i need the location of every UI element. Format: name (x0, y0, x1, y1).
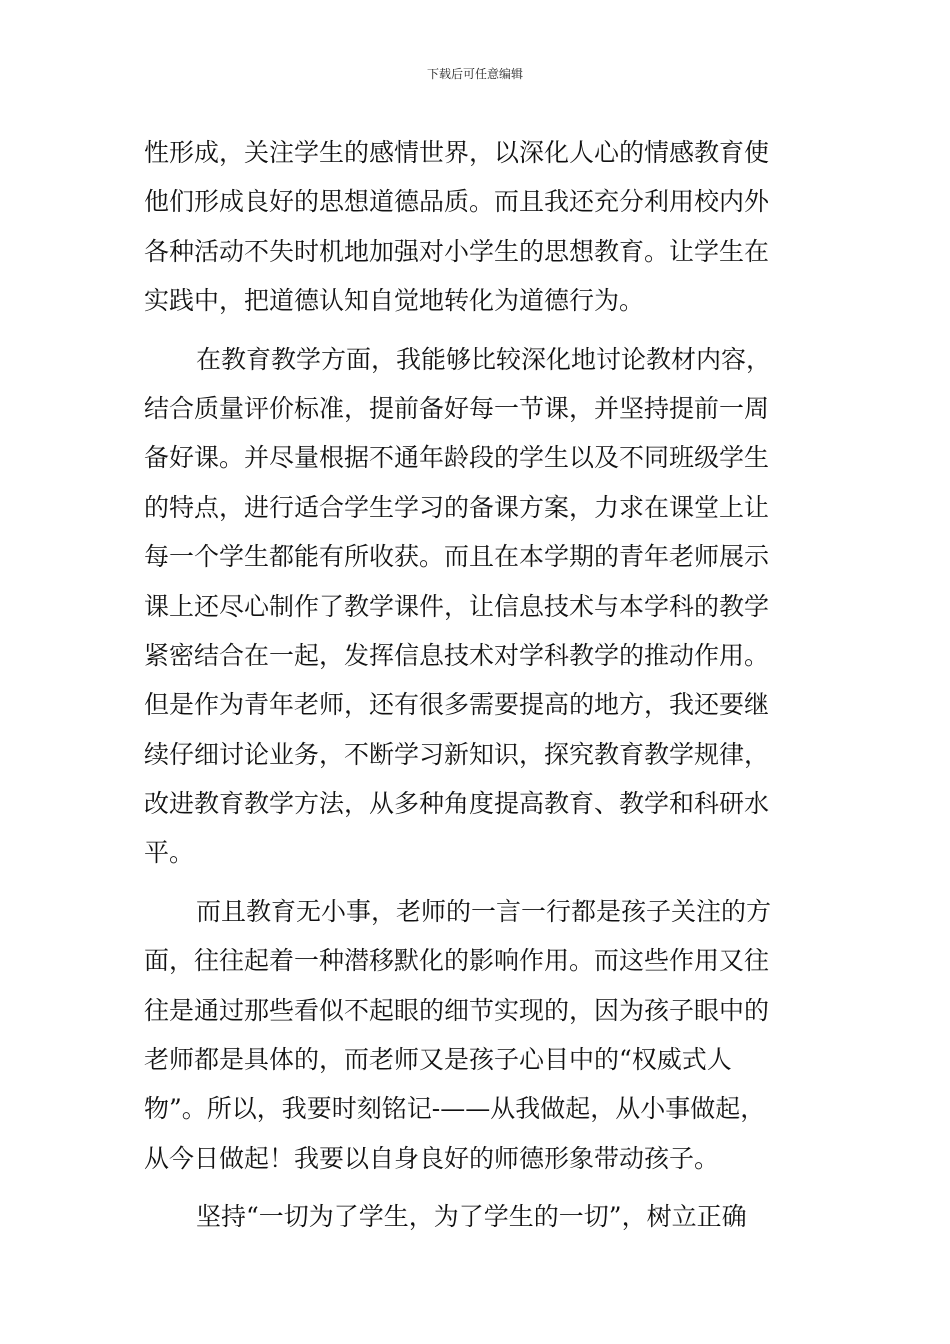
text-line: 往是通过那些看似不起眼的细节实现的，因为孩子眼中的 (144, 995, 770, 1025)
text-line: 每一个学生都能有所收获。而且在本学期的青年老师展示 (144, 542, 770, 572)
text-line: 紧密结合在一起，发挥信息技术对学科教学的推动作用。 (144, 640, 770, 670)
text-line: 实践中，把道德认知自觉地转化为道德行为。 (144, 286, 645, 316)
paragraph-first-line: 坚持“一切为了学生，为了学生的一切”，树立正确 (196, 1202, 747, 1232)
text-line: 面，往往起着一种潜移默化的影响作用。而这些作用又往 (144, 946, 770, 976)
text-line: 结合质量评价标准，提前备好每一节课，并坚持提前一周 (144, 393, 770, 423)
text-line: 备好课。并尽量根据不通年龄段的学生以及不同班级学生 (144, 443, 770, 473)
paragraph-first-line: 在教育教学方面，我能够比较深化地讨论教材内容， (196, 344, 772, 374)
text-line: 性形成，关注学生的感情世界，以深化人心的情感教育使 (144, 138, 770, 167)
text-line: 但是作为青年老师，还有很多需要提高的地方，我还要继 (144, 690, 770, 720)
page-header-note: 下载后可任意编辑 (426, 67, 523, 81)
text-line: 续仔细讨论业务，不断学习新知识，探究教育教学规律， (144, 739, 770, 769)
text-line: 从今日做起！我要以自身良好的师德形象带动孩子。 (144, 1143, 720, 1173)
text-line: 课上还尽心制作了教学课件，让信息技术与本学科的教学 (144, 591, 770, 621)
text-line: 他们形成良好的思想道德品质。而且我还充分利用校内外 (144, 187, 770, 217)
text-line: 老师都是具体的，而老师又是孩子心目中的“权威式人 (144, 1045, 732, 1075)
text-line: 各种活动不失时机地加强对小学生的思想教育。让学生在 (144, 236, 770, 266)
text-line: 平。 (144, 838, 195, 868)
text-line: 改进教育教学方法，从多种角度提高教育、教学和科研水 (144, 789, 770, 819)
text-line: 的特点，进行适合学生学习的备课方案，力求在课堂上让 (144, 492, 770, 522)
document-body (144, 128, 808, 1242)
text-line: 物”。所以，我要时刻铭记-——从我做起，从小事做起， (144, 1094, 766, 1124)
paragraph-first-line: 而且教育无小事，老师的一言一行都是孩子关注的方 (196, 896, 772, 926)
